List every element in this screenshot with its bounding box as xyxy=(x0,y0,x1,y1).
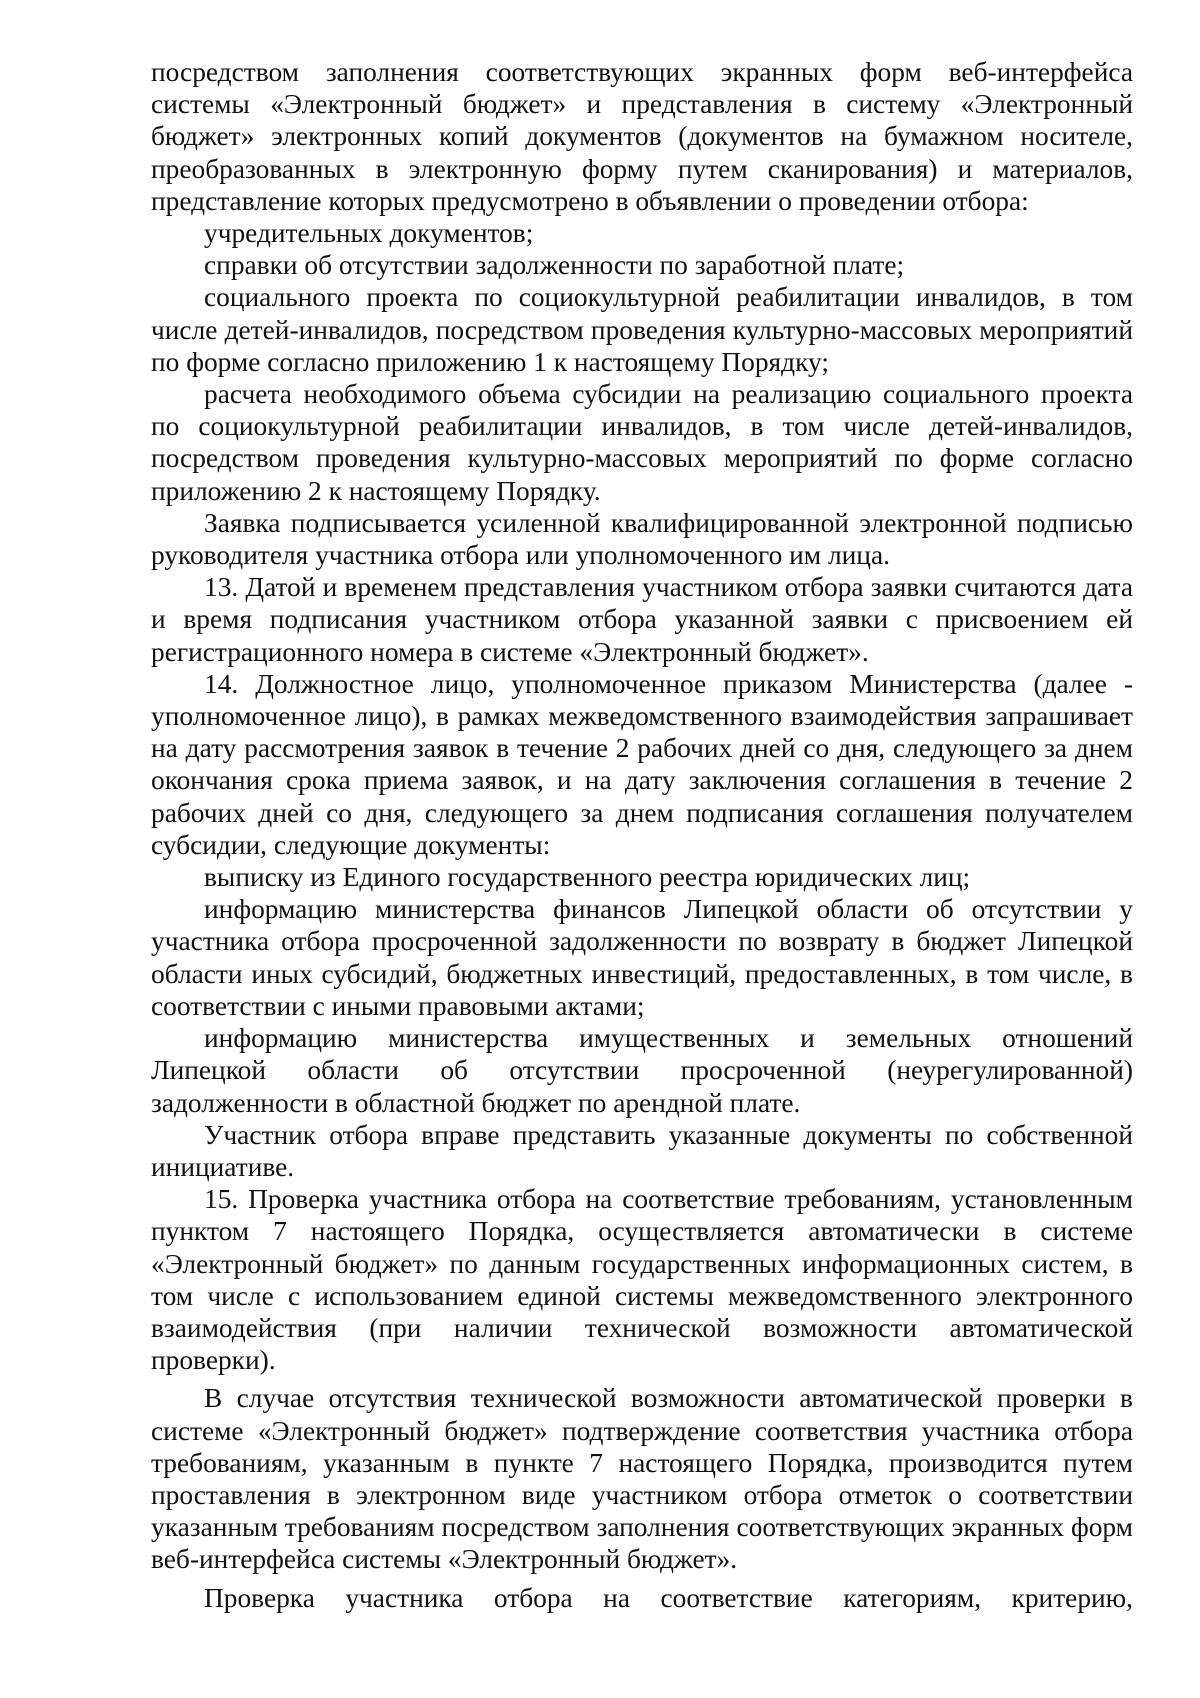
list-item-registry-extract: выписку из Единого государственного реестра юридических лиц; xyxy=(204,862,971,893)
list-item-subsidy-calculation: расчета необходимого объема субсидии на реализацию социального проекта по социокультурной реабилитации инвалидов, в том числе детей-инвалидов, посредством проведения культурно-массовых мероприятий по форме согласно приложению 2 к настоящему Порядку. xyxy=(151,379,1133,506)
document-page xyxy=(151,56,1133,1614)
list-item-founding-documents: учредительных документов; xyxy=(204,218,534,249)
paragraph-manual-verification: В случае отсутствия технической возможности автоматической проверки в системе «Электронный бюджет» подтверждение соответствия участника отбора требованиям, указанным в пункте 7 настоящего Порядка, производится путем проставления в электронном виде участником отбора отметок о соответствии указанным требованиям посредством заполнения соответствующих экранных форм веб-интерфейса системы «Электронный бюджет». xyxy=(151,1383,1133,1575)
paragraph-clause-15: 15. Проверка участника отбора на соответствие требованиям, установленным пунктом 7 настоящего Порядка, осуществляется автоматически в системе «Электронный бюджет» по данным государственных информационных систем, в том числе с использованием единой системы межведомственного электронного взаимодействия (при наличии технической возможности автоматической проверки). xyxy=(151,1184,1133,1376)
paragraph-application-signature: Заявка подписывается усиленной квалифицированной электронной подписью руководителя участника отбора или уполномоченного им лица. xyxy=(151,507,1133,571)
list-item-salary-debt-certificate: справки об отсутствии задолженности по заработной плате; xyxy=(204,250,905,281)
paragraph-own-initiative: Участник отбора вправе представить указанные документы по собственной инициативе. xyxy=(151,1119,1133,1182)
list-item-finance-ministry-info: информацию министерства финансов Липецкой области об отсутствии у участника отбора просроченной задолженности по возврату в бюджет Липецкой области иных субсидий, бюджетных инвестиций, предоставленных, в том числе, в соответствии с иными правовыми актами; xyxy=(151,894,1133,1021)
list-item-property-ministry-info: информацию министерства имущественных и земельных отношений Липецкой области об отсутствии просроченной (неурегулированной) задолженности в областной бюджет по арендной плате. xyxy=(151,1023,1133,1118)
paragraph-submission-method: посредством заполнения соответствующих экранных форм веб-интерфейса системы «Электронный бюджет» и представления в систему «Электронный бюджет» электронных копий документов (документов на бумажном носителе, преобразованных в электронную форму путем сканирования) и материалов, представление которых предусмотрено в объявлении о проведении отбора: xyxy=(151,57,1133,216)
paragraph-clause-14: 14. Должностное лицо, уполномоченное приказом Министерства (далее - уполномоченное лицо), в рамках межведомственного взаимодействия запрашивает на дату рассмотрения заявок в течение 2 рабочих дней со дня, следующего за днем окончания срока приема заявок, и на дату заключения соглашения в течение 2 рабочих дней со дня, следующего за днем подписания соглашения получателем субсидии, следующие документы: xyxy=(151,668,1133,860)
paragraph-clause-13: 13. Датой и временем представления участником отбора заявки считаются дата и время подписания участником отбора указанной заявки с присвоением ей регистрационного номера в системе «Электронный бюджет». xyxy=(151,572,1133,667)
list-item-social-project: социального проекта по социокультурной реабилитации инвалидов, в том числе детей-инвалидов, посредством проведения культурно-массовых мероприятий по форме согласно приложению 1 к настоящему Порядку; xyxy=(151,282,1133,377)
paragraph-category-verification: Проверка участника отбора на соответствие категориям, критерию, xyxy=(204,1582,1133,1613)
